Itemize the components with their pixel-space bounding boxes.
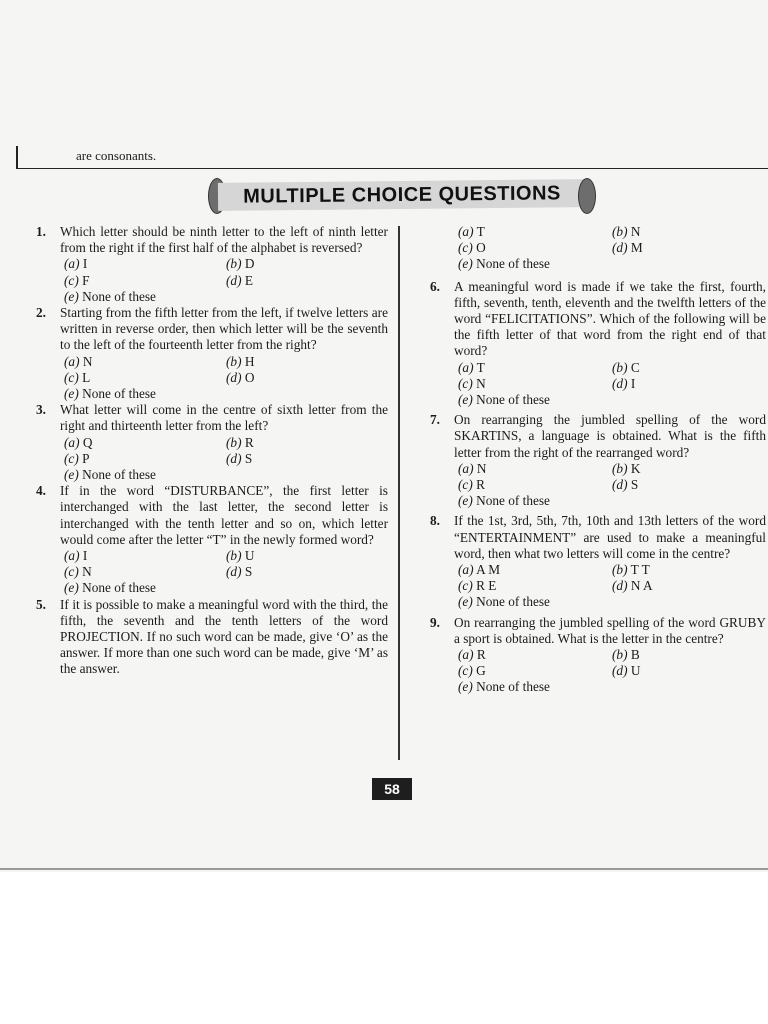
question-text: Starting from the fifth letter from the left, if twelve letters are written in reverse order, then which letter will be the seventh to the left of the fourteenth letter from the right? [60, 305, 388, 353]
option-b: (b) H [226, 353, 255, 369]
question-4 [30, 483, 388, 596]
option-d: (d) S [612, 477, 639, 493]
option-c: (c) R [458, 477, 485, 493]
option-b: (b) B [612, 647, 640, 663]
question-text: If it is possible to make a meaningful word with the third, the fifth, the seventh and the tenth letters of the word PROJECTION. If no such word can be made, give ‘O’ as the answer. If more than one such word can be made, give ‘M’ as the answer. [60, 596, 388, 677]
option-e: (e) None of these [64, 467, 156, 483]
previous-section-text: are consonants. [76, 148, 157, 163]
option-b: (b) T T [612, 562, 650, 578]
option-b: (b) R [226, 434, 254, 450]
question-5 [30, 597, 388, 678]
section-banner [208, 178, 596, 212]
option-a: (a) Q [64, 434, 93, 450]
question-text: On rearranging the jumbled spelling of the word SKARTINS, a language is obtained. What is the fifth letter from the right of the rearranged word? [454, 412, 766, 460]
option-b: (b) U [226, 548, 255, 564]
option-a: (a) T [458, 224, 485, 239]
options [454, 647, 766, 696]
options [454, 562, 766, 611]
question-number: 2. [36, 305, 46, 321]
question-5-options [424, 224, 766, 273]
question-text: Which letter should be ninth letter to the left of ninth letter from the right if the first half of the alphabet is reversed? [60, 224, 388, 256]
question-number: 4. [36, 483, 46, 499]
banner-right-cap [578, 178, 596, 214]
question-number: 8. [430, 513, 440, 529]
option-c: (c) R E [458, 578, 497, 594]
option-e: (e) None of these [64, 580, 156, 596]
question-number: 6. [430, 278, 440, 294]
question-number: 9. [430, 614, 440, 630]
question-number: 7. [430, 412, 440, 428]
question-text: What letter will come in the centre of sixth letter from the right and thirteenth letter from the left? [60, 402, 388, 434]
column-divider [398, 226, 400, 760]
page-edge [0, 868, 768, 870]
option-e: (e) None of these [458, 392, 550, 408]
option-b: (b) N [612, 224, 641, 239]
question-number: 3. [36, 402, 46, 418]
options [60, 435, 388, 484]
option-e: (e) None of these [458, 256, 550, 272]
question-text: If in the word “DISTURBANCE”, the first letter is interchanged with the last letter, the second letter is interchanged with the tenth letter and so on, which letter would come after the letter “T” in the newly formed word? [60, 483, 388, 547]
option-d: (d) M [612, 240, 643, 256]
question-8 [424, 513, 766, 610]
option-c: (c) P [64, 450, 90, 466]
question-6 [424, 279, 766, 409]
option-a: (a) N [64, 353, 93, 369]
question-3 [30, 402, 388, 483]
option-d: (d) S [226, 450, 253, 466]
option-a: (a) I [64, 256, 88, 272]
options [60, 256, 388, 305]
background-below-page [0, 872, 768, 1024]
question-2 [30, 305, 388, 402]
question-1 [30, 224, 388, 305]
option-a: (a) A M [458, 562, 501, 578]
question-text: On rearranging the jumbled spelling of the word GRUBY a sport is obtained. What is the letter in the centre? [454, 614, 766, 646]
option-b: (b) C [612, 359, 640, 375]
option-d: (d) N A [612, 578, 653, 594]
option-a: (a) I [64, 548, 88, 564]
option-c: (c) N [64, 564, 92, 580]
option-e: (e) None of these [64, 386, 156, 402]
question-number: 1. [36, 224, 46, 239]
option-e: (e) None of these [64, 288, 156, 304]
option-a: (a) N [458, 460, 487, 476]
option-c: (c) O [458, 240, 486, 256]
question-number: 5. [36, 596, 46, 612]
option-c: (c) F [64, 272, 90, 288]
section-title: MULTIPLE CHOICE QUESTIONS [218, 179, 586, 211]
right-column [424, 224, 766, 696]
question-7 [424, 412, 766, 509]
options [454, 360, 766, 409]
option-e: (e) None of these [458, 679, 550, 695]
option-c: (c) N [458, 375, 486, 391]
option-b: (b) K [612, 460, 641, 476]
options [454, 461, 766, 510]
options [454, 224, 766, 273]
options [60, 548, 388, 597]
option-d: (d) S [226, 564, 253, 580]
page-number: 58 [372, 778, 412, 800]
option-d: (d) I [612, 375, 636, 391]
option-c: (c) L [64, 369, 91, 385]
option-a: (a) R [458, 647, 486, 663]
previous-section-box [16, 146, 768, 169]
option-e: (e) None of these [458, 493, 550, 509]
option-c: (c) G [458, 663, 486, 679]
question-text: If the 1st, 3rd, 5th, 7th, 10th and 13th letters of the word “ENTERTAINMENT” are used to make a meaningful word, then what two letters will come in the centre? [454, 513, 766, 561]
option-d: (d) U [612, 663, 641, 679]
question-9 [424, 615, 766, 696]
option-b: (b) D [226, 256, 255, 272]
option-d: (d) O [226, 369, 255, 385]
option-d: (d) E [226, 272, 253, 288]
question-text: A meaningful word is made if we take the first, fourth, fifth, seventh, tenth, eleventh and the twelfth letters of the word “FELICITATIONS”. Which of the following will be the fifth letter of that word from the right end of that word? [454, 278, 766, 359]
options [60, 354, 388, 403]
left-column [30, 224, 388, 678]
option-a: (a) T [458, 359, 485, 375]
option-e: (e) None of these [458, 594, 550, 610]
